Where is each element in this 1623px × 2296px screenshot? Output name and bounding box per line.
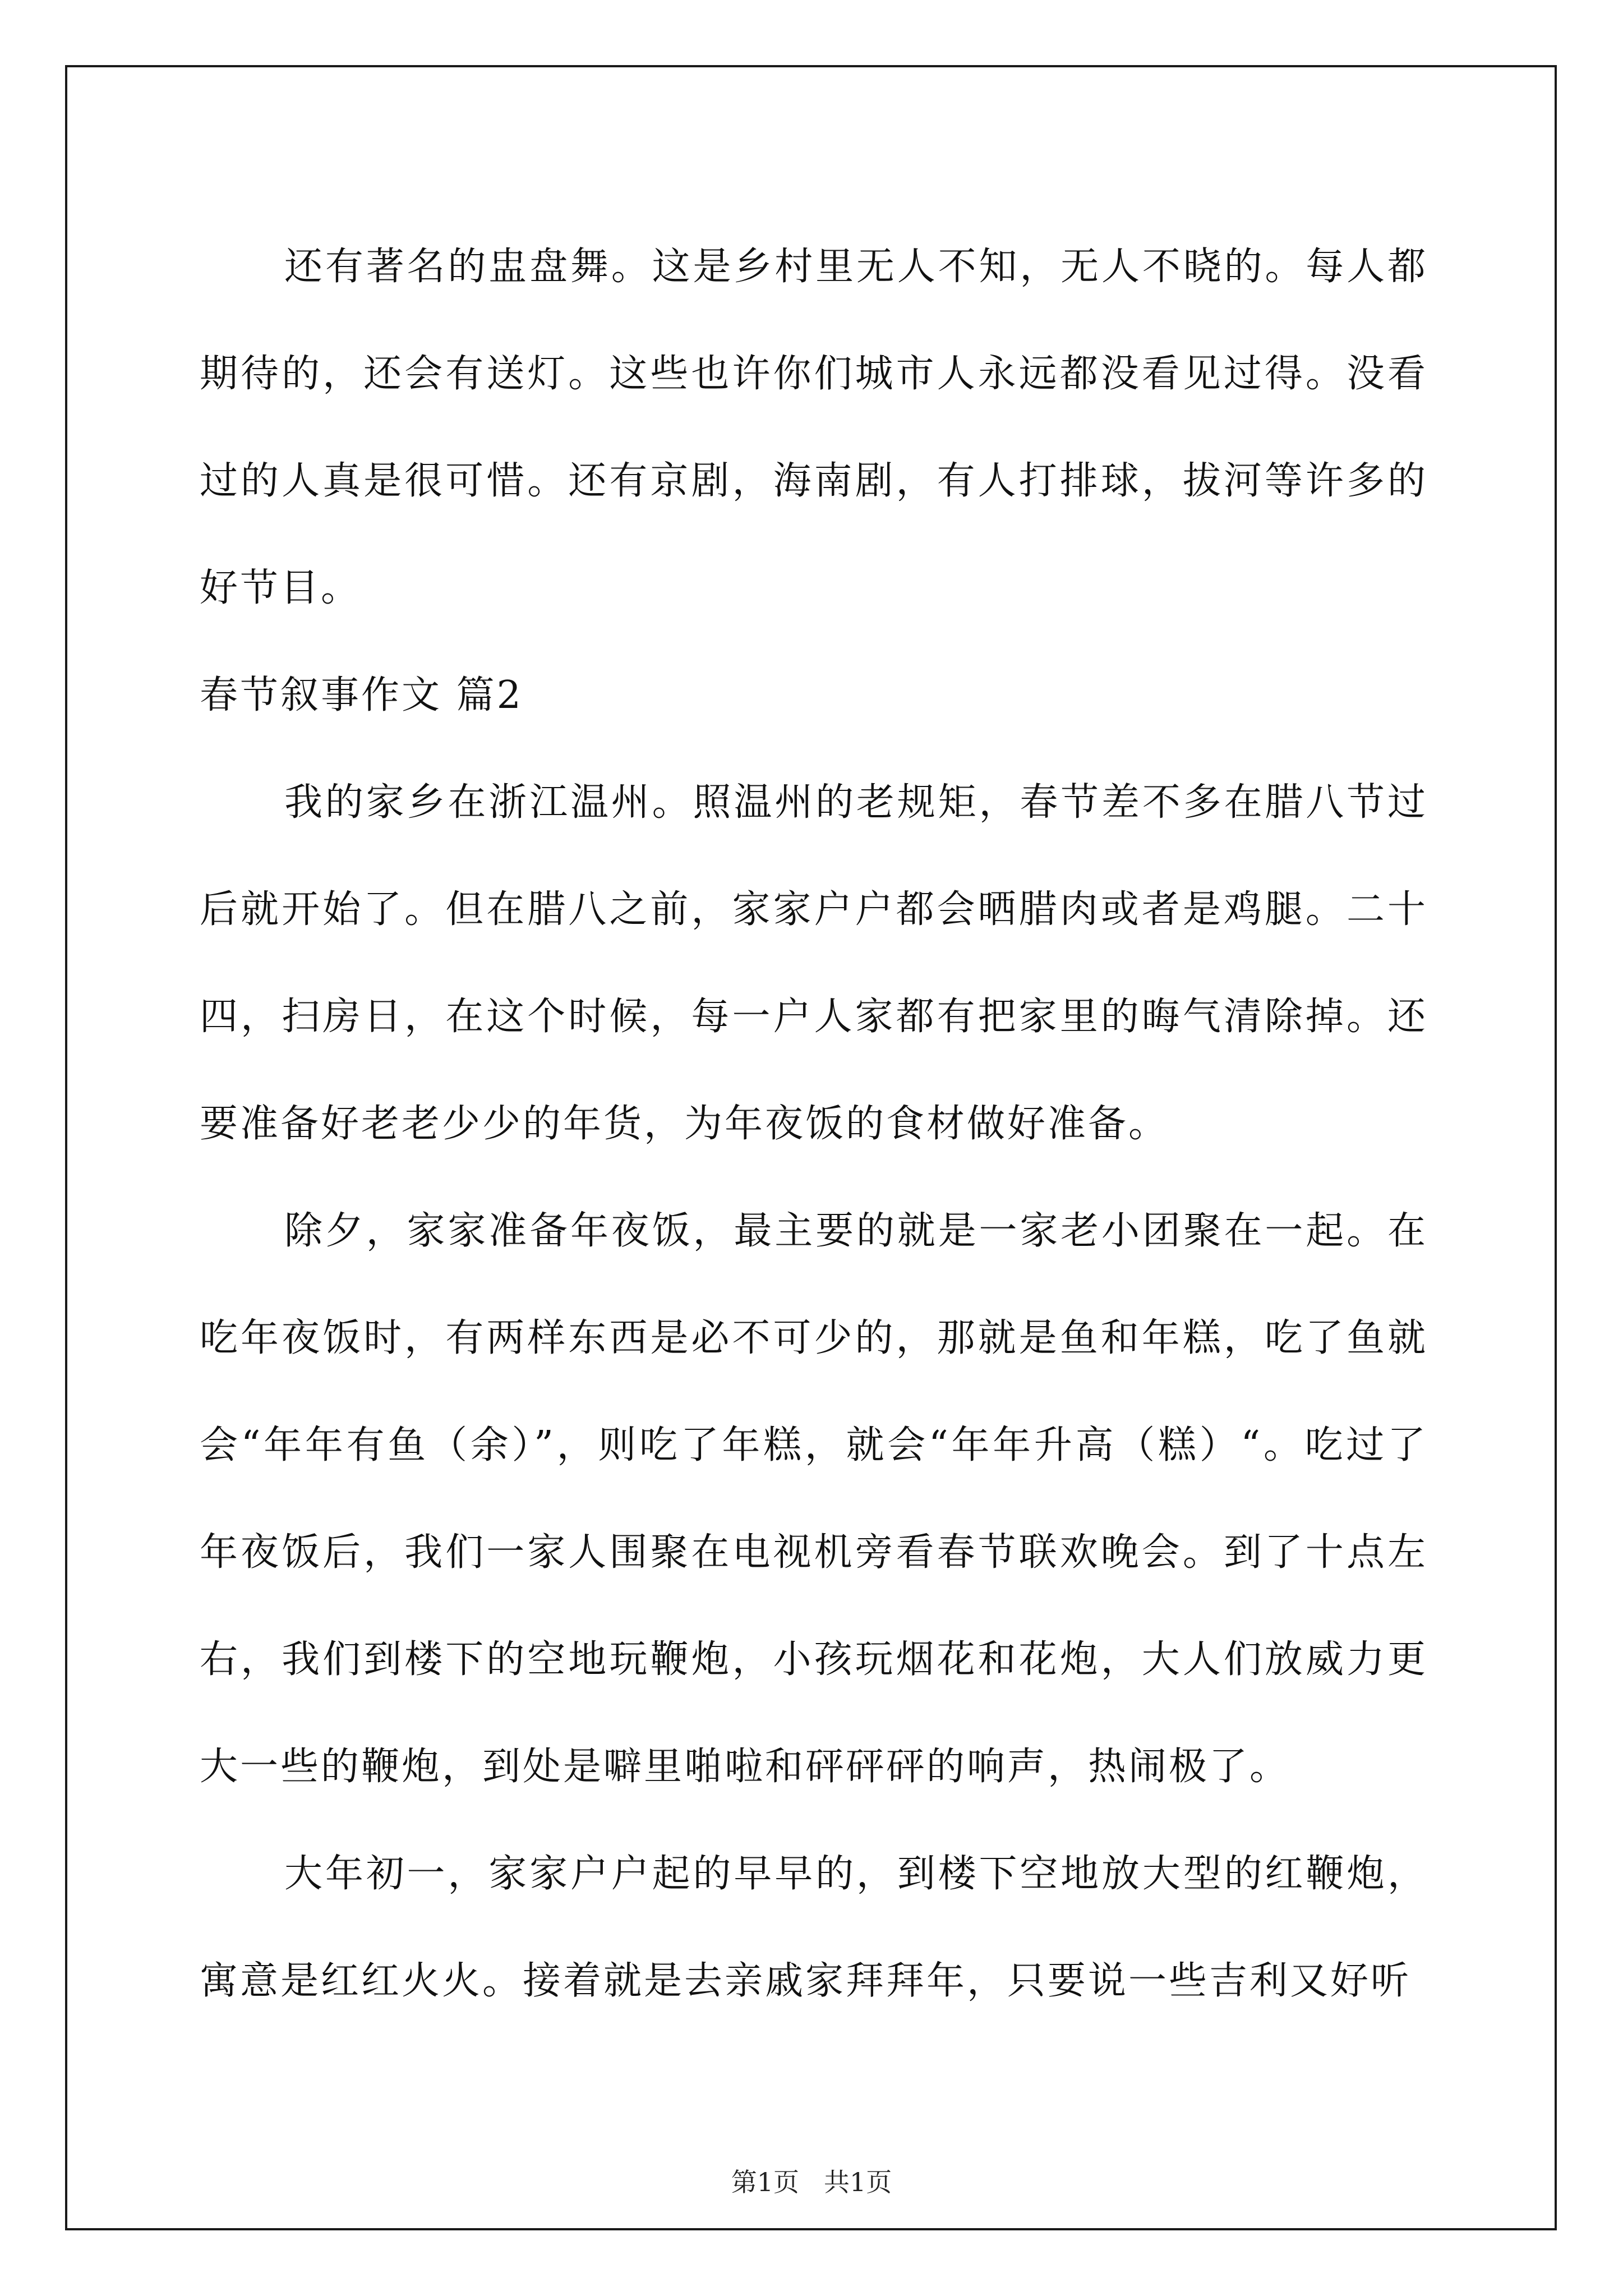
paragraph-new-years-eve: 除夕，家家准备年夜饭，最主要的就是一家老小团聚在一起。在吃年夜饭时，有两样东西是必不可少的，那就是鱼和年糕，吃了鱼就会“年年有鱼（余）”，则吃了年糕，就会“年年升高（糕）“。吃过了年夜饭后，我们一家人围聚在电视机旁看春节联欢晚会。到了十点左右，我们到楼下的空地玩鞭炮，小孩玩烟花和花炮，大人们放威力更大一些的鞭炮，到处是噼里啪啦和砰砰砰的响声，热闹极了。: [200, 1209, 1428, 1789]
section-heading: 春节叙事作文 篇2: [200, 673, 523, 717]
paragraph-first-day: 大年初一，家家户户起的早早的，到楼下空地放大型的红鞭炮，寓意是红红火火。接着就是去亲戚家拜拜年，只要说一些吉利又好听: [200, 1852, 1428, 2003]
document-body: [200, 213, 1428, 2035]
page-number: 第1页: [731, 2167, 800, 2197]
page-total: 共1页: [823, 2167, 892, 2197]
page-footer: [0, 2165, 1623, 2199]
paragraph-hometown-wenzhou: 我的家乡在浙江温州。照温州的老规矩，春节差不多在腊八节过后就开始了。但在腊八之前，家家户户都会晒腊肉或者是鸡腿。二十四，扫房日，在这个时候，每一户人家都有把家里的晦气清除掉。还要准备好老老少少的年货，为年夜饭的食材做好准备。: [200, 780, 1428, 1146]
paragraph-festival-shows: 还有著名的盅盘舞。这是乡村里无人不知，无人不晓的。每人都期待的，还会有送灯。这些也许你们城市人永远都没看见过得。没看过的人真是很可惜。还有京剧，海南剧，有人打排球，拔河等许多的好节目。: [200, 245, 1428, 610]
